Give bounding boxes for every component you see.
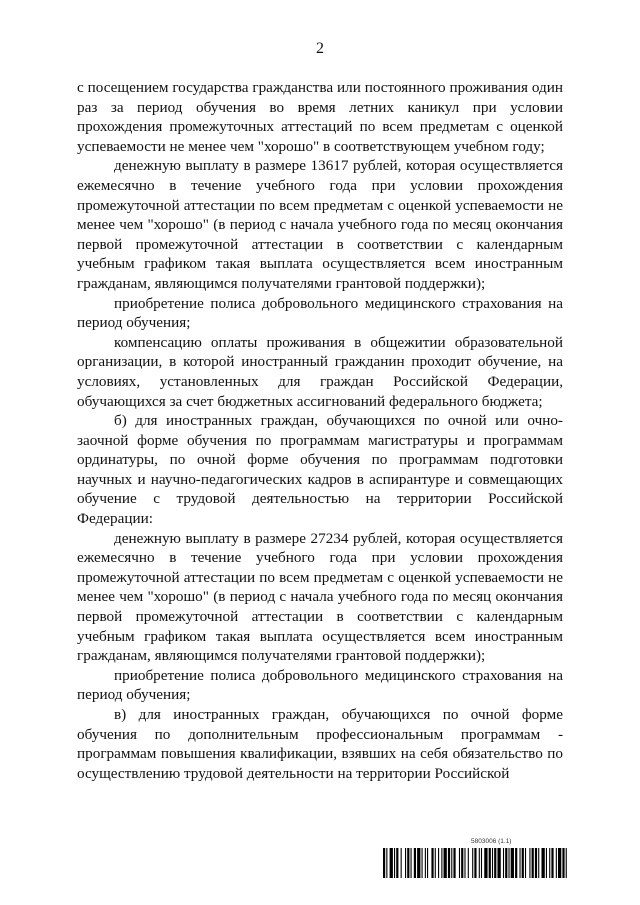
barcode-bar — [472, 848, 473, 878]
barcode-bar — [529, 848, 530, 878]
barcode-bar — [448, 848, 450, 878]
barcode-bar — [474, 848, 476, 878]
document-body — [77, 78, 563, 783]
barcode-bar — [479, 848, 480, 878]
barcode-bar — [492, 848, 493, 878]
barcode-bar — [481, 848, 482, 878]
barcode-bar — [390, 848, 393, 878]
barcode-bar — [386, 848, 387, 878]
barcode-bar — [417, 848, 420, 878]
barcode-bar — [535, 848, 537, 878]
page-number: 2 — [316, 40, 324, 57]
barcode-bar — [405, 848, 406, 878]
barcode-bar — [525, 848, 526, 878]
barcode-bar — [494, 848, 496, 878]
barcode-bar — [515, 848, 517, 878]
barcode-bar — [522, 848, 524, 878]
barcode-bar — [464, 848, 465, 878]
barcode-bar — [461, 848, 463, 878]
barcode-bar — [453, 848, 455, 878]
barcode-bar — [427, 848, 428, 878]
document-barcode — [383, 838, 569, 888]
barcode-bar — [407, 848, 409, 878]
barcode-bar — [558, 848, 561, 878]
paragraph: б) для иностранных граждан, обучающихся по очной или очно-заочной форме обучения по программам магистратуры и программам ординатуры, по очной форме обучения по программам подготовки научных и научно-педагогических кадров в аспирантуре и совмещающих обучение с трудовой деятельностью на территории Российской Федерации: — [77, 412, 563, 528]
barcode-bar — [444, 848, 447, 878]
barcode-bar — [438, 848, 439, 878]
barcode-bar — [508, 848, 509, 878]
barcode-bar — [519, 848, 520, 878]
barcode-bar — [394, 848, 395, 878]
barcode-bar — [549, 848, 550, 878]
barcode-bar — [556, 848, 557, 878]
barcode-bar — [401, 848, 402, 878]
paragraph: с посещением государства гражданства или постоянного проживания один раз за период обучения во время летних каникул при условии прохождения промежуточных аттестаций по всем предметам с оценкой успеваемости не менее чем "хорошо" в соответствующем учебном году; — [77, 79, 563, 155]
barcode-bar — [541, 848, 544, 878]
barcode-bar — [511, 848, 514, 878]
barcode-code: 5803006 (1.1) — [471, 838, 512, 845]
barcode-bar — [422, 848, 423, 878]
barcode-bar — [505, 848, 507, 878]
barcode-bar — [396, 848, 398, 878]
barcode-bar — [414, 848, 416, 878]
barcode-bar — [468, 848, 469, 878]
barcode-bar — [484, 848, 487, 878]
barcode-bar — [425, 848, 426, 878]
barcode-bar — [431, 848, 433, 878]
paragraph: в) для иностранных граждан, обучающихся по очной форме обучения по дополнительным профессиональным программам - программам повышения квалификации, взявших на себя обязательство по осуществлению трудовой деятельности на территории Российской — [77, 706, 563, 782]
barcode-bar — [459, 848, 460, 878]
paragraph: денежную выплату в размере 27234 рублей, которая осуществляется ежемесячно в течение учебного года при условии прохождения промежуточной аттестации по всем предметам с оценкой успеваемости не менее чем "хорошо" (в период с начала учебного года по месяц окончания первой промежуточной аттестации в соответствии с календарным учебным графиком такая выплата осуществляется всем иностранным гражданам, являющимся получателями грантовой поддержки); — [77, 529, 563, 665]
barcode-bar — [489, 848, 491, 878]
paragraph: приобретение полиса добровольного медицинского страхования на период обучения; — [77, 666, 563, 704]
barcode-bar — [546, 848, 547, 878]
barcode-bar — [538, 848, 539, 878]
barcode-bar — [451, 848, 452, 878]
barcode-bar — [411, 848, 412, 878]
barcode-bar — [383, 848, 385, 878]
barcode-bar — [503, 848, 504, 878]
barcode-bar — [497, 848, 500, 878]
barcode-bar — [435, 848, 436, 878]
paragraph: приобретение полиса добровольного медицинского страхования на период обучения; — [77, 294, 563, 332]
barcode-bar — [532, 848, 534, 878]
paragraph: компенсацию оплаты проживания в общежитии образовательной организации, в которой иностранный гражданин проходит обучение, на условиях, установленных для граждан Российской Федерации, обучающихся за счет бюджетных ассигнований федерального бюджета; — [77, 333, 563, 410]
barcode-image — [383, 848, 569, 878]
barcode-bar — [441, 848, 442, 878]
paragraph: денежную выплату в размере 13617 рублей, которая осуществляется ежемесячно в течение учебного года при условии прохождения промежуточной аттестации по всем предметам с оценкой успеваемости не менее чем "хорошо" (в период с начала учебного года по месяц окончания первой промежуточной аттестации в соответствии с календарным учебным графиком такая выплата осуществляется всем иностранным гражданам, являющимся получателями грантовой поддержки); — [77, 157, 563, 292]
barcode-bar — [566, 848, 567, 878]
barcode-bar — [562, 848, 564, 878]
barcode-bar — [551, 848, 553, 878]
